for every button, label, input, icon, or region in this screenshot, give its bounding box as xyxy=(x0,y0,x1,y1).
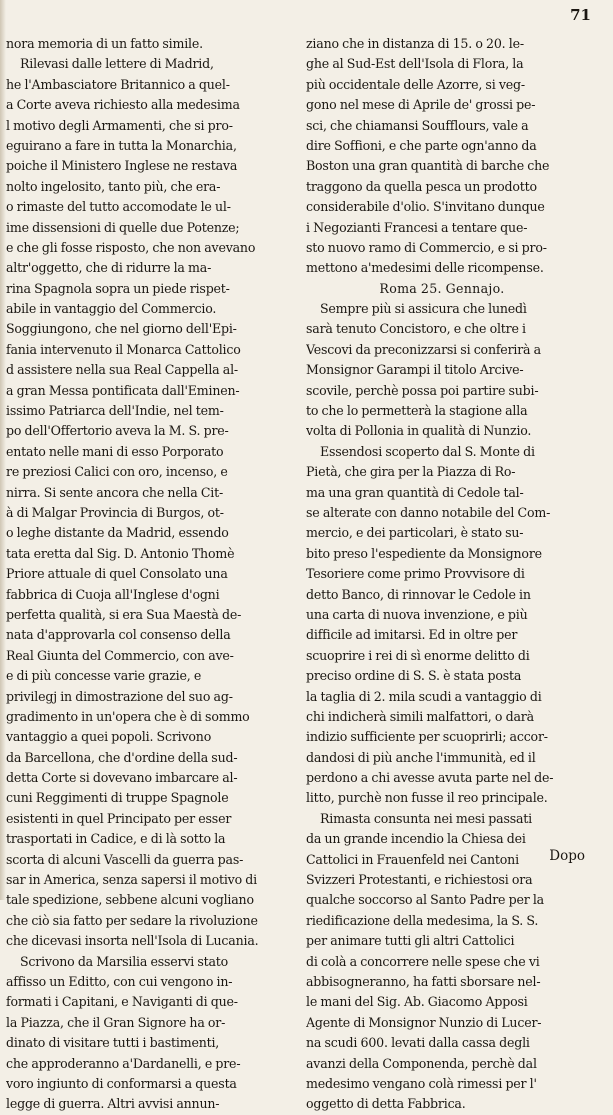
text-line: entato nelle mani di esso Porporato xyxy=(6,443,224,459)
text-line: nirra. Si sente ancora che nella Cit- xyxy=(6,484,224,500)
text-line: volta di Pollonia in qualità di Nunzio. xyxy=(306,423,532,439)
text-line: po dell'Offertorio aveva la M. S. pre- xyxy=(6,423,229,439)
text-line: rina Spagnola sopra un piede rispet- xyxy=(6,280,230,296)
text-line: dandosi di più anche l'immunità, ed il xyxy=(306,749,536,765)
text-line: sci, che chiamansi Soufflours, vale a xyxy=(306,117,529,133)
text-line: scuoprire i rei di sì enorme delitto di xyxy=(306,647,530,663)
text-line: Tesoriere come primo Provvisore di xyxy=(306,566,525,582)
text-line: na scudi 600. levati dalla cassa degli xyxy=(306,1035,530,1051)
text-line: a gran Messa pontificata dall'Eminen- xyxy=(6,382,240,398)
text-line: qualche soccorso al Santo Padre per la xyxy=(306,892,544,908)
text-line: traggono da quella pesca un prodotto xyxy=(306,178,537,194)
text-line: Vescovi da preconizzarsi si conferirà a xyxy=(306,341,541,357)
text-line: di colà a concorrere nelle spese che vi xyxy=(306,953,540,969)
text-line: bito preso l'espediente da Monsignore xyxy=(306,545,542,561)
text-line: to che lo permetterà la stagione alla xyxy=(306,403,528,419)
text-line: voro ingiunto di conformarsi a questa xyxy=(6,1075,237,1091)
page-number: 71 xyxy=(570,6,591,24)
text-line: Soggiungono, che nel giorno dell'Epi- xyxy=(6,321,237,337)
text-line: medesimo vengano colà rimessi per l' xyxy=(306,1075,537,1091)
text-line: altr'oggetto, che di ridurre la ma- xyxy=(6,260,212,276)
text-line: Svizzeri Protestanti, e richiestosi ora xyxy=(306,872,533,888)
text-line: litto, purchè non fusse il reo principale. xyxy=(306,790,548,806)
text-line: oggetto di detta Fabbrica. xyxy=(306,1096,466,1112)
text-line: ma una gran quantità di Cedole tal- xyxy=(306,484,524,500)
text-line: abile in vantaggio del Commercio. xyxy=(6,301,217,317)
right-text-column xyxy=(306,34,578,1115)
text-line: scovile, perchè possa poi partire subi- xyxy=(306,382,539,398)
text-line: preciso ordine di S. S. è stata posta xyxy=(306,668,522,684)
text-line: ziano che in distanza di 15. o 20. le- xyxy=(306,36,524,51)
dateline-heading: Roma 25. Gennajo. xyxy=(379,280,505,296)
text-line: riedificazione della medesima, la S. S. xyxy=(306,912,539,928)
text-line: chi indicherà simili malfattori, o darà xyxy=(306,708,534,724)
text-line: perdono a chi avesse avuta parte nel de- xyxy=(306,770,554,786)
text-line: le mani del Sig. Ab. Giacomo Apposi xyxy=(306,994,528,1010)
text-line: Pietà, che gira per la Piazza di Ro- xyxy=(306,464,516,480)
text-line: gono nel mese di Aprile de' grossi pe- xyxy=(306,97,536,113)
text-line: dire Soffioni, e che parte ogn'anno da xyxy=(306,137,537,153)
text-line: Cattolici in Frauenfeld nei Cantoni xyxy=(306,851,519,867)
text-line: ime dissensioni di quelle due Potenze; xyxy=(6,219,240,235)
text-line: vantaggio a quei popoli. Scrivono xyxy=(6,729,212,745)
text-line: più occidentale delle Azorre, si veg- xyxy=(306,76,525,92)
text-line: nora memoria di un fatto simile. xyxy=(6,36,203,51)
text-line: se alterate con danno notabile del Com- xyxy=(306,504,551,520)
text-line: ghe al Sud-Est dell'Isola di Flora, la xyxy=(306,56,524,72)
text-line: nata d'approvarla col consenso della xyxy=(6,627,231,643)
text-line: sarà tenuto Concistoro, e che oltre i xyxy=(306,321,526,337)
text-line: legge di guerra. Altri avvisi annun- xyxy=(6,1096,220,1112)
text-line: nolto ingelosito, tanto più, che era- xyxy=(6,178,221,194)
text-line: che approderanno a'Dardanelli, e pre- xyxy=(6,1055,241,1071)
text-line: tata eretta dal Sig. D. Antonio Thomè xyxy=(6,545,235,561)
text-line: da un grande incendio la Chiesa dei xyxy=(306,831,526,847)
text-line: fabbrica di Cuoja all'Inglese d'ogni xyxy=(6,586,220,602)
text-line: affisso un Editto, con cui vengono in- xyxy=(6,973,233,989)
text-line: una carta di nuova invenzione, e più xyxy=(306,606,528,622)
text-line: detta Corte si dovevano imbarcare al- xyxy=(6,770,238,786)
text-line: l motivo degli Armamenti, che si pro- xyxy=(6,117,233,133)
text-line: indizio sufficiente per scuoprirli; accor- xyxy=(306,729,548,745)
text-line: per animare tutti gli altri Cattolici xyxy=(306,933,515,949)
text-line: da Barcellona, che d'ordine della sud- xyxy=(6,749,238,765)
text-line: Monsignor Garampi il titolo Arcive- xyxy=(306,362,524,378)
text-line: Real Giunta del Commercio, con ave- xyxy=(6,647,234,663)
text-line: formati i Capitani, e Naviganti di que- xyxy=(6,994,238,1010)
text-line: o rimaste del tutto accomodate le ul- xyxy=(6,199,231,215)
text-line: trasportati in Cadice, e di là sotto la xyxy=(6,831,226,847)
text-line: fania intervenuto il Monarca Cattolico xyxy=(6,341,241,357)
text-line: scorta di alcuni Vascelli da guerra pas- xyxy=(6,851,244,867)
text-line: privilegj in dimostrazione del suo ag- xyxy=(6,688,233,704)
text-line: considerabile d'olio. S'invitano dunque xyxy=(306,199,545,215)
text-line: sto nuovo ramo di Commercio, e si pro- xyxy=(306,239,547,255)
text-line: avanzi della Componenda, perchè dal xyxy=(306,1055,537,1071)
text-line: abbisogneranno, ha fatti sborsare nel- xyxy=(306,973,541,989)
text-line: eguirano a fare in tutta la Monarchia, xyxy=(6,137,237,153)
text-line: Essendosi scoperto dal S. Monte di xyxy=(320,443,535,459)
catchword: Dopo xyxy=(549,848,585,864)
text-line: esistenti in quel Principato per esser xyxy=(6,810,232,826)
text-line: o leghe distante da Madrid, essendo xyxy=(6,525,229,541)
text-line: Agente di Monsignor Nunzio di Lucer- xyxy=(306,1014,542,1030)
text-line: Scrivono da Marsilia esservi stato xyxy=(20,953,229,969)
text-line: Rilevasi dalle lettere di Madrid, xyxy=(20,56,214,72)
text-line: Rimasta consunta nei mesi passati xyxy=(320,810,532,826)
text-line: Boston una gran quantità di barche che xyxy=(306,158,550,174)
text-line: cuni Reggimenti di truppe Spagnole xyxy=(6,790,229,806)
text-line: che dicevasi insorta nell'Isola di Lucania. xyxy=(6,933,259,949)
text-line: a Corte aveva richiesto alla medesima xyxy=(6,97,240,113)
text-line: e che gli fosse risposto, che non avevano xyxy=(6,239,256,255)
text-line: issimo Patriarca dell'Indie, nel tem- xyxy=(6,403,224,419)
text-line: perfetta qualità, si era Sua Maestà de- xyxy=(6,606,242,622)
text-line: poiche il Ministero Inglese ne restava xyxy=(6,158,238,174)
text-line: sar in America, senza sapersi il motivo di xyxy=(6,872,257,888)
text-line: i Negozianti Francesi a tentare que- xyxy=(306,219,528,235)
text-line: mercio, e dei particolari, è stato su- xyxy=(306,525,524,541)
text-line: Priore attuale di quel Consolato una xyxy=(6,566,228,582)
text-line: la taglia di 2. mila scudi a vantaggio di xyxy=(306,688,542,704)
text-line: dinato di visitare tutti i bastimenti, xyxy=(6,1035,220,1051)
text-line: detto Banco, di rinnovar le Cedole in xyxy=(306,586,531,602)
text-line: mettono a'medesimi delle ricompense. xyxy=(306,260,544,276)
text-line: he l'Ambasciatore Britannico a quel- xyxy=(6,76,230,92)
text-line: d assistere nella sua Real Cappella al- xyxy=(6,362,238,378)
text-line: che ciò sia fatto per sedare la rivoluzione xyxy=(6,912,258,928)
text-line: à di Malgar Provincia di Burgos, ot- xyxy=(6,504,224,520)
text-line: tale spedizione, sebbene alcuni vogliano xyxy=(6,892,254,908)
left-text-column xyxy=(6,34,278,1115)
text-line: e di più concesse varie grazie, e xyxy=(6,668,202,684)
text-line: gradimento in un'opera che è di sommo xyxy=(6,708,250,724)
text-line: difficile ad imitarsi. Ed in oltre per xyxy=(306,627,518,643)
text-line: Sempre più si assicura che lunedì xyxy=(320,301,527,317)
text-line: la Piazza, che il Gran Signore ha or- xyxy=(6,1014,226,1030)
text-line: re preziosi Calici con oro, incenso, e xyxy=(6,464,228,480)
